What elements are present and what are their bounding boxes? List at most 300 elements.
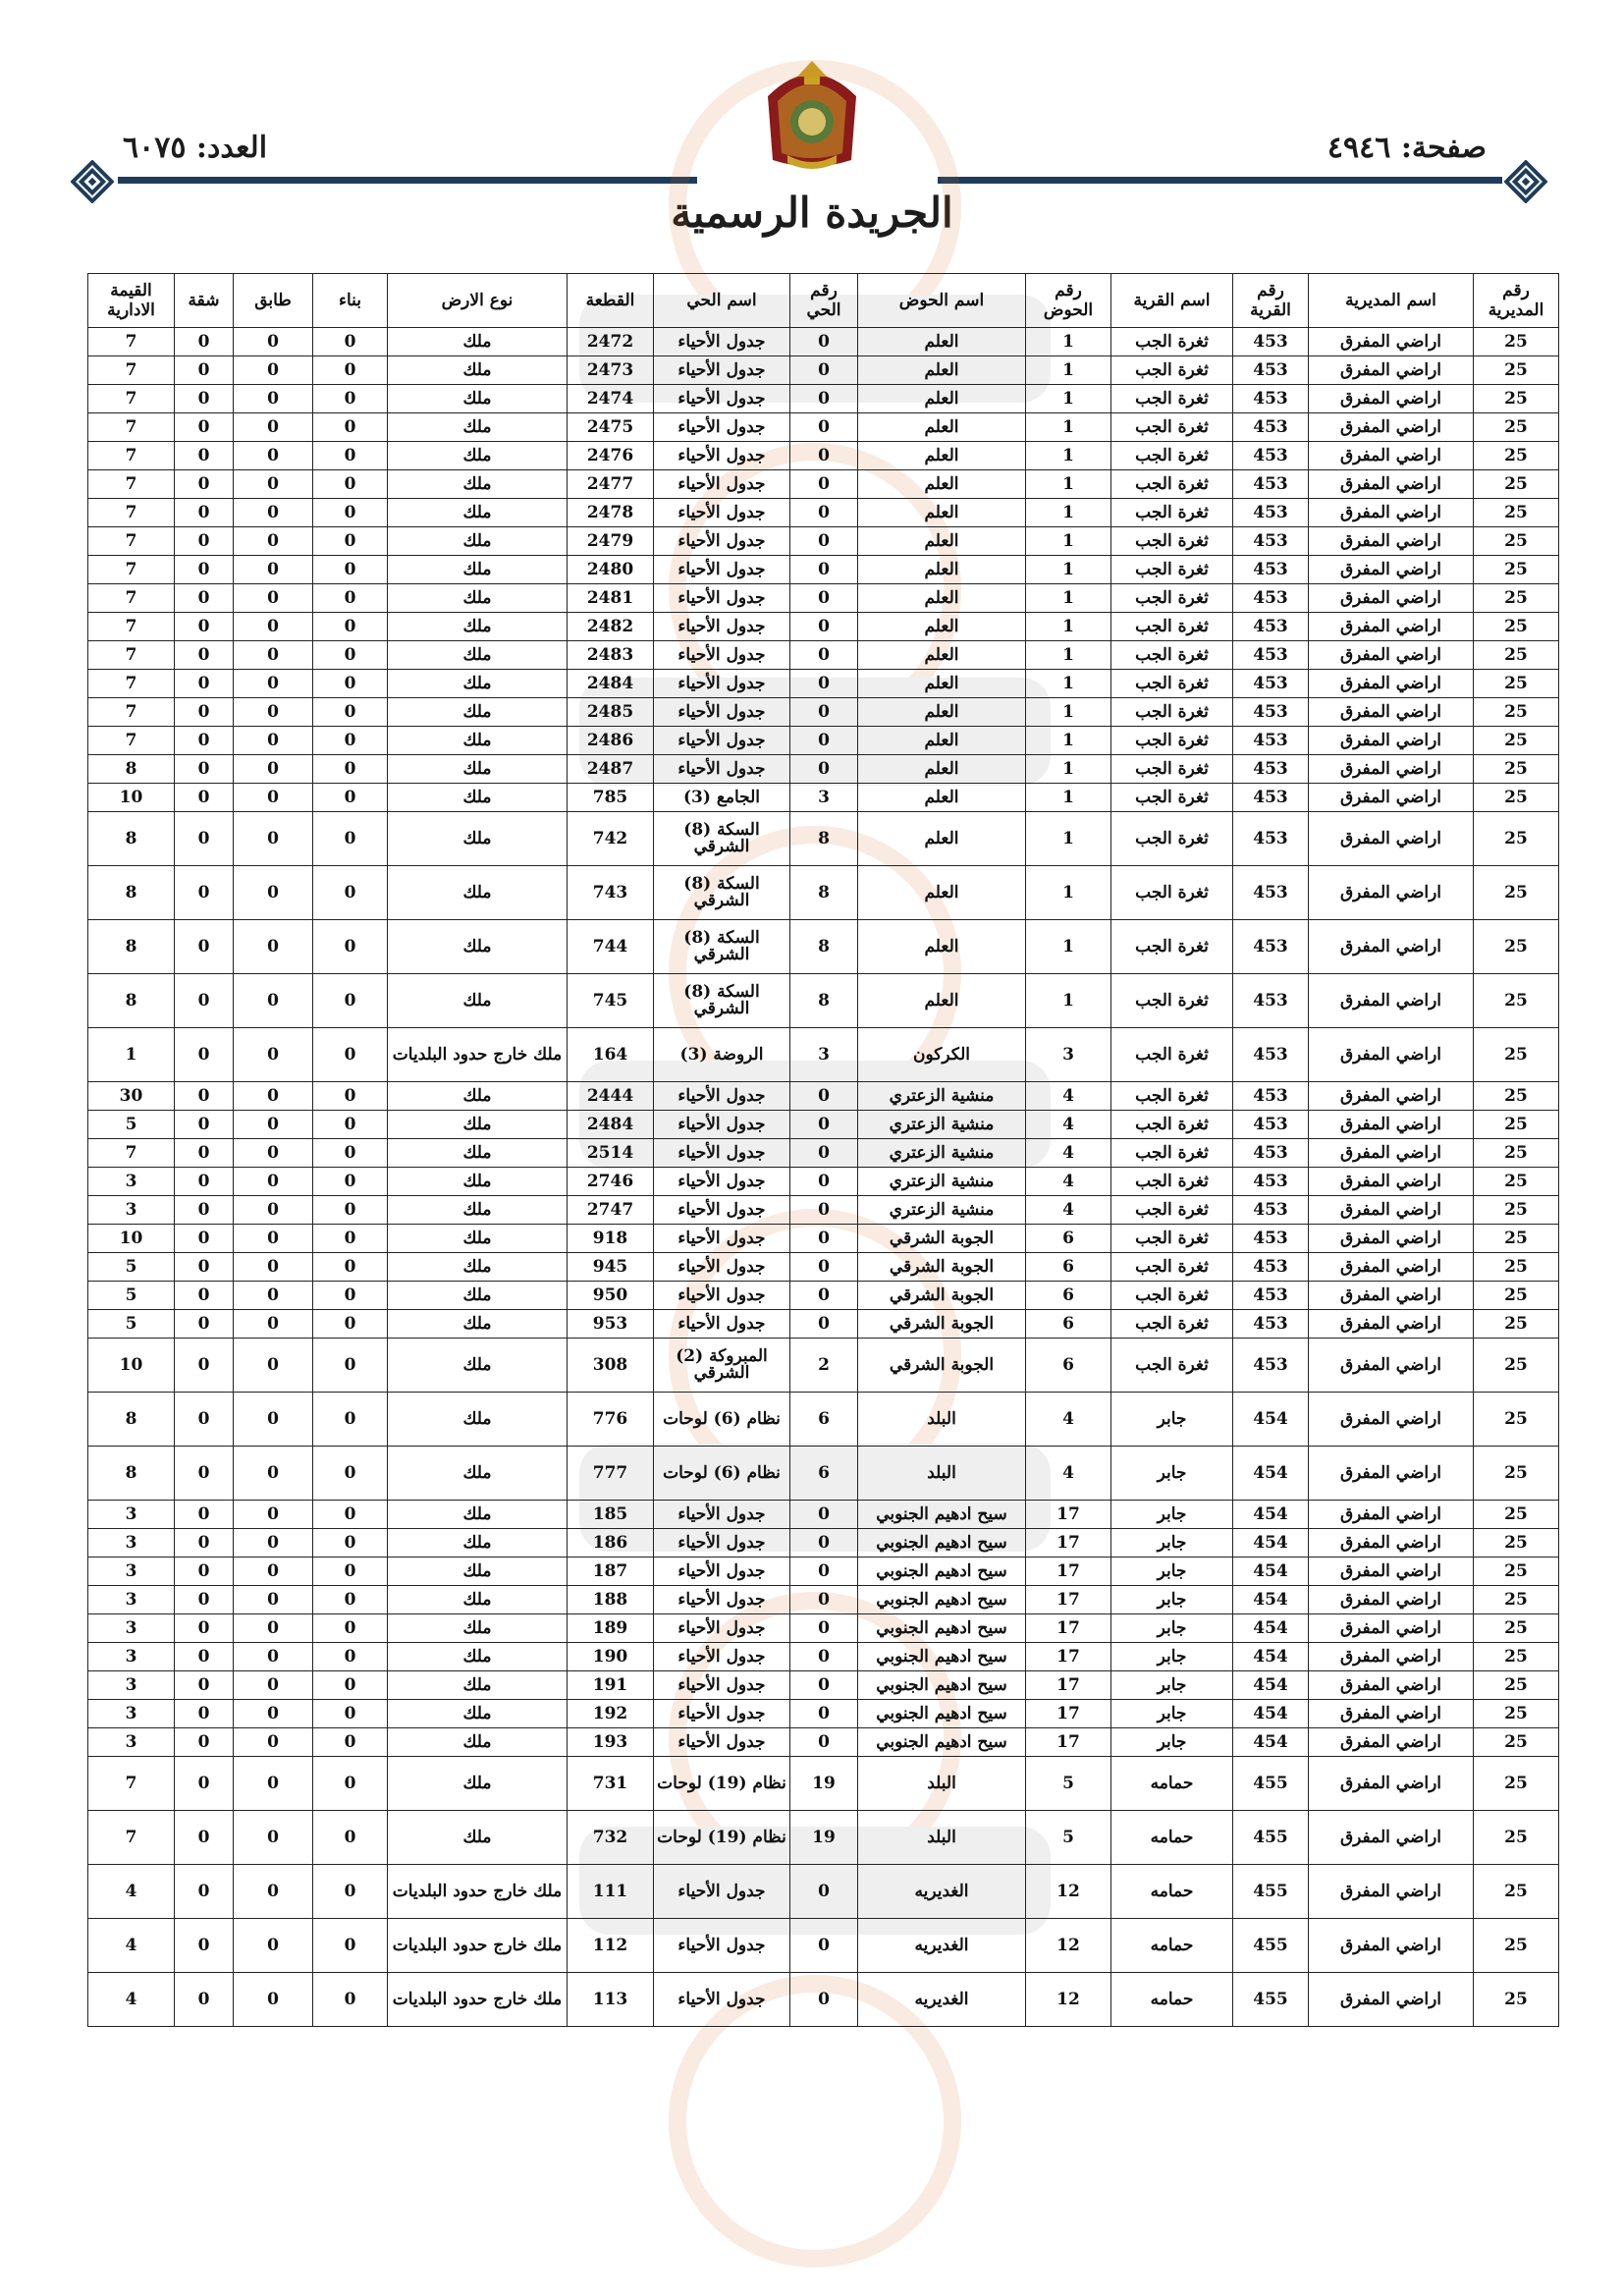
table-cell: 1: [1026, 470, 1111, 499]
table-cell: ملك: [388, 413, 568, 442]
table-cell: 0: [175, 784, 234, 812]
table-cell: الجامع (3): [654, 784, 790, 812]
table-cell: 3: [88, 1168, 175, 1196]
table-cell: 4: [1026, 1168, 1111, 1196]
table-cell: 8: [790, 974, 858, 1028]
column-header: القيمة الادارية: [88, 274, 175, 328]
table-cell: اراضي المفرق: [1309, 1728, 1474, 1757]
table-cell: 454: [1233, 1671, 1309, 1700]
table-cell: 0: [234, 1865, 313, 1919]
table-row: [88, 641, 1559, 670]
table-cell: 0: [790, 470, 858, 499]
table-cell: 453: [1233, 499, 1309, 527]
table-cell: حمامه: [1111, 1865, 1233, 1919]
table-cell: 0: [234, 356, 313, 385]
table-row: [88, 499, 1559, 527]
table-cell: 0: [313, 698, 388, 727]
table-cell: 8: [790, 812, 858, 866]
table-cell: اراضي المفرق: [1309, 1310, 1474, 1339]
table-cell: 112: [568, 1919, 654, 1973]
table-cell: العلم: [858, 470, 1026, 499]
table-cell: اراضي المفرق: [1309, 1225, 1474, 1253]
table-cell: 17: [1026, 1586, 1111, 1614]
table-cell: اراضي المفرق: [1309, 1393, 1474, 1447]
table-cell: 0: [313, 1586, 388, 1614]
table-cell: اراضي المفرق: [1309, 755, 1474, 784]
table-cell: ثغرة الجب: [1111, 413, 1233, 442]
table-cell: اراضي المفرق: [1309, 356, 1474, 385]
column-header: اسم الحي: [654, 274, 790, 328]
table-cell: 0: [175, 1700, 234, 1728]
table-row: [88, 556, 1559, 584]
column-header: القطعة: [568, 274, 654, 328]
table-cell: ملك: [388, 1225, 568, 1253]
table-cell: 453: [1233, 556, 1309, 584]
column-header: رقم الحي: [790, 274, 858, 328]
table-cell: اراضي المفرق: [1309, 812, 1474, 866]
table-cell: 25: [1474, 1671, 1559, 1700]
table-cell: سيح ادهيم الجنوبي: [858, 1501, 1026, 1529]
table-cell: 453: [1233, 1139, 1309, 1168]
table-cell: 4: [1026, 1082, 1111, 1111]
table-cell: 0: [234, 1586, 313, 1614]
table-cell: 745: [568, 974, 654, 1028]
table-cell: 0: [313, 1529, 388, 1558]
table-row: [88, 974, 1559, 1028]
table-cell: 19: [790, 1811, 858, 1865]
table-cell: 0: [175, 1973, 234, 2027]
column-header: رقم المديرية: [1474, 274, 1559, 328]
table-cell: 455: [1233, 1973, 1309, 2027]
table-cell: 453: [1233, 641, 1309, 670]
table-cell: الغديريه: [858, 1865, 1026, 1919]
table-cell: 0: [313, 1558, 388, 1586]
issue-number: العدد: ٦٠٧٥: [123, 131, 268, 165]
table-cell: 0: [175, 1111, 234, 1139]
table-cell: 25: [1474, 1558, 1559, 1586]
table-cell: اراضي المفرق: [1309, 670, 1474, 698]
table-cell: ثغرة الجب: [1111, 1253, 1233, 1282]
table-cell: 30: [88, 1082, 175, 1111]
table-row: [88, 1082, 1559, 1111]
table-cell: منشية الزعتري: [858, 1196, 1026, 1225]
table-cell: اراضي المفرق: [1309, 1586, 1474, 1614]
table-cell: 0: [790, 356, 858, 385]
table-cell: ملك: [388, 784, 568, 812]
table-cell: 945: [568, 1253, 654, 1282]
table-cell: اراضي المفرق: [1309, 1282, 1474, 1310]
table-cell: جدول الأحياء: [654, 1501, 790, 1529]
table-cell: اراضي المفرق: [1309, 584, 1474, 613]
table-cell: 0: [790, 499, 858, 527]
table-cell: 25: [1474, 1811, 1559, 1865]
table-row: [88, 812, 1559, 866]
table-cell: اراضي المفرق: [1309, 613, 1474, 641]
table-row: [88, 1757, 1559, 1811]
table-cell: ملك: [388, 1586, 568, 1614]
table-cell: 0: [175, 1811, 234, 1865]
table-cell: 453: [1233, 356, 1309, 385]
table-cell: 2480: [568, 556, 654, 584]
table-cell: 0: [234, 1225, 313, 1253]
column-header: رقم القرية: [1233, 274, 1309, 328]
table-cell: العلم: [858, 670, 1026, 698]
table-cell: 25: [1474, 1865, 1559, 1919]
table-cell: 5: [1026, 1757, 1111, 1811]
table-cell: جدول الأحياء: [654, 641, 790, 670]
table-cell: سيح ادهيم الجنوبي: [858, 1643, 1026, 1671]
table-cell: اراضي المفرق: [1309, 413, 1474, 442]
table-cell: 0: [234, 1529, 313, 1558]
table-cell: 25: [1474, 527, 1559, 556]
table-cell: 1: [1026, 920, 1111, 974]
table-cell: ملك: [388, 1253, 568, 1282]
table-cell: منشية الزعتري: [858, 1139, 1026, 1168]
table-cell: 19: [790, 1757, 858, 1811]
table-cell: اراضي المفرق: [1309, 974, 1474, 1028]
table-cell: 455: [1233, 1865, 1309, 1919]
table-cell: 743: [568, 866, 654, 920]
table-cell: جابر: [1111, 1501, 1233, 1529]
table-cell: 0: [790, 1168, 858, 1196]
table-cell: ثغرة الجب: [1111, 974, 1233, 1028]
table-cell: جابر: [1111, 1671, 1233, 1700]
table-cell: ملك: [388, 727, 568, 755]
table-cell: 453: [1233, 527, 1309, 556]
table-row: [88, 1614, 1559, 1643]
table-cell: العلم: [858, 499, 1026, 527]
table-cell: حمامه: [1111, 1811, 1233, 1865]
table-cell: الجوبة الشرقي: [858, 1253, 1026, 1282]
table-cell: 111: [568, 1865, 654, 1919]
table-cell: ثغرة الجب: [1111, 1225, 1233, 1253]
table-cell: 0: [790, 727, 858, 755]
table-cell: 0: [175, 442, 234, 470]
table-cell: 0: [175, 974, 234, 1028]
table-cell: 0: [234, 527, 313, 556]
table-cell: 0: [790, 1139, 858, 1168]
table-cell: المبروكة (2) الشرقي: [654, 1339, 790, 1393]
table-cell: 0: [313, 413, 388, 442]
table-cell: 454: [1233, 1643, 1309, 1671]
table-cell: 455: [1233, 1919, 1309, 1973]
table-row: [88, 698, 1559, 727]
table-cell: 0: [313, 1865, 388, 1919]
table-cell: 0: [175, 1643, 234, 1671]
table-cell: 7: [88, 1757, 175, 1811]
table-cell: جابر: [1111, 1447, 1233, 1501]
table-cell: 0: [175, 584, 234, 613]
table-cell: ملك: [388, 974, 568, 1028]
table-cell: 453: [1233, 1253, 1309, 1282]
table-cell: 7: [88, 470, 175, 499]
table-cell: 5: [1026, 1811, 1111, 1865]
column-header: اسم الحوض: [858, 274, 1026, 328]
table-cell: اراضي المفرق: [1309, 385, 1474, 413]
table-cell: 453: [1233, 328, 1309, 356]
table-row: [88, 866, 1559, 920]
table-cell: جدول الأحياء: [654, 1919, 790, 1973]
table-cell: اراضي المفرق: [1309, 1700, 1474, 1728]
table-cell: السكة (8) الشرقي: [654, 866, 790, 920]
table-cell: جدول الأحياء: [654, 1168, 790, 1196]
table-cell: 0: [313, 1728, 388, 1757]
table-cell: 0: [313, 1310, 388, 1339]
table-cell: 3: [88, 1728, 175, 1757]
table-cell: 453: [1233, 812, 1309, 866]
table-cell: ثغرة الجب: [1111, 1028, 1233, 1082]
table-cell: 742: [568, 812, 654, 866]
table-cell: 25: [1474, 727, 1559, 755]
table-cell: 732: [568, 1811, 654, 1865]
table-cell: 453: [1233, 385, 1309, 413]
table-cell: 0: [790, 584, 858, 613]
newspaper-title: الجريدة الرسمية: [671, 189, 953, 237]
table-cell: 2514: [568, 1139, 654, 1168]
table-cell: 0: [175, 1558, 234, 1586]
table-cell: 0: [175, 1139, 234, 1168]
table-cell: 3: [88, 1558, 175, 1586]
table-cell: العلم: [858, 356, 1026, 385]
table-cell: اراضي المفرق: [1309, 866, 1474, 920]
column-header: بناء: [313, 274, 388, 328]
table-cell: 25: [1474, 385, 1559, 413]
table-cell: الجوبة الشرقي: [858, 1225, 1026, 1253]
table-cell: 7: [88, 613, 175, 641]
table-cell: 0: [790, 1586, 858, 1614]
table-cell: 0: [175, 1282, 234, 1310]
column-header: طابق: [234, 274, 313, 328]
table-cell: 25: [1474, 1282, 1559, 1310]
table-cell: 25: [1474, 1919, 1559, 1973]
table-cell: 3: [88, 1196, 175, 1225]
table-cell: الجوبة الشرقي: [858, 1310, 1026, 1339]
table-cell: 0: [790, 556, 858, 584]
table-cell: اراضي المفرق: [1309, 1973, 1474, 2027]
table-cell: اراضي المفرق: [1309, 1082, 1474, 1111]
table-cell: سيح ادهيم الجنوبي: [858, 1529, 1026, 1558]
table-cell: 0: [313, 727, 388, 755]
table-cell: 2481: [568, 584, 654, 613]
table-cell: 1: [1026, 670, 1111, 698]
table-cell: 3: [1026, 1028, 1111, 1082]
table-cell: البلد: [858, 1393, 1026, 1447]
table-cell: 10: [88, 1225, 175, 1253]
table-cell: 17: [1026, 1529, 1111, 1558]
table-cell: جدول الأحياء: [654, 470, 790, 499]
table-cell: ملك: [388, 1139, 568, 1168]
table-cell: 8: [88, 920, 175, 974]
table-cell: جابر: [1111, 1393, 1233, 1447]
table-cell: ملك: [388, 356, 568, 385]
table-cell: 308: [568, 1339, 654, 1393]
table-cell: 0: [175, 727, 234, 755]
table-cell: ثغرة الجب: [1111, 866, 1233, 920]
table-cell: جدول الأحياء: [654, 584, 790, 613]
table-row: [88, 1168, 1559, 1196]
table-cell: 1: [1026, 413, 1111, 442]
table-cell: العلم: [858, 727, 1026, 755]
table-cell: 25: [1474, 1168, 1559, 1196]
table-cell: ملك: [388, 1529, 568, 1558]
table-row: [88, 1728, 1559, 1757]
table-cell: ثغرة الجب: [1111, 1282, 1233, 1310]
table-cell: البلد: [858, 1811, 1026, 1865]
table-cell: 455: [1233, 1811, 1309, 1865]
table-row: [88, 727, 1559, 755]
table-cell: 6: [1026, 1282, 1111, 1310]
table-cell: 0: [234, 1973, 313, 2027]
table-cell: ثغرة الجب: [1111, 1196, 1233, 1225]
table-cell: 0: [234, 1757, 313, 1811]
table-row: [88, 670, 1559, 698]
table-cell: 25: [1474, 1973, 1559, 2027]
table-cell: اراضي المفرق: [1309, 1139, 1474, 1168]
table-cell: 0: [234, 974, 313, 1028]
table-cell: 2478: [568, 499, 654, 527]
table-cell: 0: [175, 1447, 234, 1501]
table-cell: 7: [88, 727, 175, 755]
table-cell: 0: [313, 1111, 388, 1139]
table-row: [88, 1973, 1559, 2027]
table-cell: العلم: [858, 527, 1026, 556]
table-cell: 0: [790, 1529, 858, 1558]
table-cell: 0: [234, 413, 313, 442]
table-cell: 453: [1233, 1111, 1309, 1139]
table-cell: 453: [1233, 727, 1309, 755]
table-cell: جابر: [1111, 1728, 1233, 1757]
table-cell: 0: [234, 1168, 313, 1196]
table-cell: 5: [88, 1111, 175, 1139]
table-cell: جابر: [1111, 1586, 1233, 1614]
table-cell: 2483: [568, 641, 654, 670]
table-cell: ثغرة الجب: [1111, 1082, 1233, 1111]
table-cell: ملك خارج حدود البلديات: [388, 1865, 568, 1919]
table-cell: السكة (8) الشرقي: [654, 812, 790, 866]
table-cell: 7: [88, 1811, 175, 1865]
table-cell: 0: [175, 755, 234, 784]
table-cell: 0: [175, 1757, 234, 1811]
table-cell: ملك: [388, 1339, 568, 1393]
table-cell: جدول الأحياء: [654, 1529, 790, 1558]
table-cell: ملك: [388, 1168, 568, 1196]
table-cell: 4: [1026, 1393, 1111, 1447]
table-row: [88, 328, 1559, 356]
table-cell: العلم: [858, 328, 1026, 356]
table-cell: 0: [175, 470, 234, 499]
table-cell: العلم: [858, 556, 1026, 584]
table-cell: 2476: [568, 442, 654, 470]
table-cell: ملك: [388, 1447, 568, 1501]
table-cell: ثغرة الجب: [1111, 385, 1233, 413]
table-cell: 0: [313, 1973, 388, 2027]
table-cell: ثغرة الجب: [1111, 356, 1233, 385]
table-cell: 4: [1026, 1139, 1111, 1168]
table-cell: العلم: [858, 812, 1026, 866]
table-cell: 0: [790, 1225, 858, 1253]
table-cell: ملك: [388, 1501, 568, 1529]
table-row: [88, 1196, 1559, 1225]
table-cell: 10: [88, 1339, 175, 1393]
table-cell: اراضي المفرق: [1309, 1558, 1474, 1586]
table-cell: ثغرة الجب: [1111, 727, 1233, 755]
table-cell: 0: [234, 385, 313, 413]
table-cell: ملك: [388, 1700, 568, 1728]
table-cell: 25: [1474, 1501, 1559, 1529]
page-number: صفحة: ٤٩٤٦: [1326, 131, 1487, 165]
table-cell: 0: [313, 920, 388, 974]
table-row: [88, 1643, 1559, 1671]
table-cell: 453: [1233, 1168, 1309, 1196]
table-cell: 453: [1233, 442, 1309, 470]
table-cell: الغديريه: [858, 1973, 1026, 2027]
table-cell: 1: [1026, 866, 1111, 920]
table-cell: 25: [1474, 1028, 1559, 1082]
table-cell: ملك: [388, 641, 568, 670]
table-cell: 25: [1474, 784, 1559, 812]
table-cell: 0: [790, 1614, 858, 1643]
table-cell: 0: [313, 1614, 388, 1643]
table-cell: 2474: [568, 385, 654, 413]
table-cell: 454: [1233, 1586, 1309, 1614]
table-cell: 0: [790, 1282, 858, 1310]
table-cell: ملك: [388, 1282, 568, 1310]
table-cell: 0: [234, 1139, 313, 1168]
table-cell: 4: [1026, 1111, 1111, 1139]
table-cell: العلم: [858, 698, 1026, 727]
table-cell: 0: [313, 1168, 388, 1196]
table-cell: 0: [234, 670, 313, 698]
table-cell: 0: [313, 1919, 388, 1973]
table-cell: العلم: [858, 641, 1026, 670]
table-cell: 17: [1026, 1558, 1111, 1586]
table-cell: العلم: [858, 784, 1026, 812]
table-cell: اراضي المفرق: [1309, 920, 1474, 974]
table-cell: 7: [88, 442, 175, 470]
table-row: [88, 1282, 1559, 1310]
table-cell: ثغرة الجب: [1111, 613, 1233, 641]
table-cell: 6: [790, 1447, 858, 1501]
table-cell: ثغرة الجب: [1111, 641, 1233, 670]
table-cell: جابر: [1111, 1700, 1233, 1728]
table-cell: 186: [568, 1529, 654, 1558]
table-cell: ملك خارج حدود البلديات: [388, 1028, 568, 1082]
table-cell: 0: [175, 1586, 234, 1614]
table-cell: 6: [1026, 1225, 1111, 1253]
table-cell: 6: [1026, 1310, 1111, 1339]
table-cell: اراضي المفرق: [1309, 1501, 1474, 1529]
table-cell: 5: [88, 1310, 175, 1339]
table-cell: جدول الأحياء: [654, 385, 790, 413]
table-cell: ملك: [388, 1671, 568, 1700]
table-cell: 453: [1233, 1082, 1309, 1111]
table-cell: ملك: [388, 1310, 568, 1339]
table-cell: 0: [234, 1310, 313, 1339]
table-cell: نظام (6) لوحات: [654, 1447, 790, 1501]
table-cell: 25: [1474, 1253, 1559, 1282]
table-cell: 25: [1474, 356, 1559, 385]
table-cell: 1: [1026, 442, 1111, 470]
table-cell: 0: [234, 812, 313, 866]
table-cell: 25: [1474, 413, 1559, 442]
table-cell: ملك: [388, 866, 568, 920]
column-header: رقم الحوض: [1026, 274, 1111, 328]
table-cell: 0: [175, 1196, 234, 1225]
table-cell: ثغرة الجب: [1111, 1168, 1233, 1196]
table-cell: 2473: [568, 356, 654, 385]
table-cell: 8: [88, 1447, 175, 1501]
table-cell: 5: [88, 1282, 175, 1310]
